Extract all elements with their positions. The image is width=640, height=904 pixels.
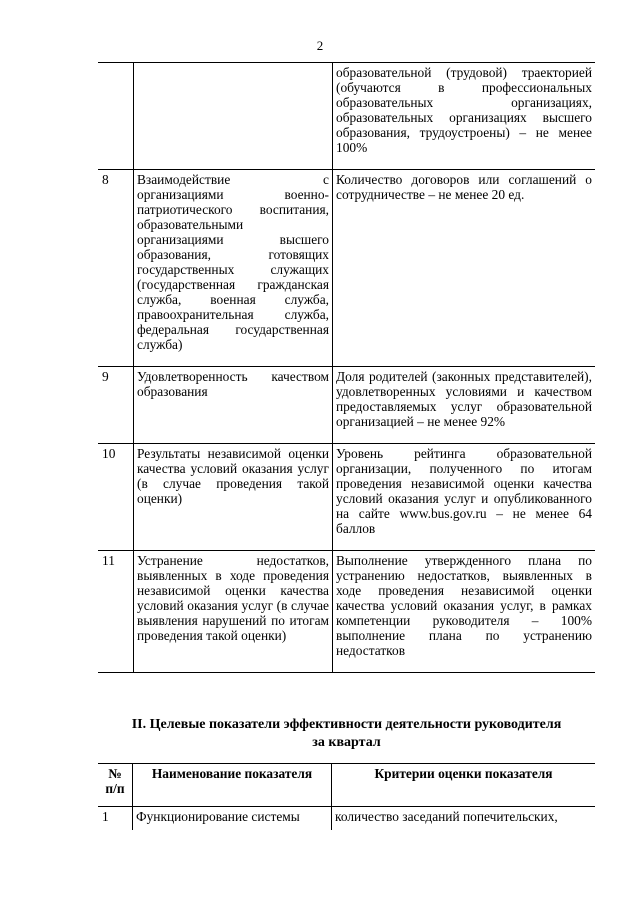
indicator-criteria: образовательной (трудовой) траекторией (обучаются в профессиональных образовательных организациях, образовательных организациях высшего образования, трудоустроены) – не менее 100% bbox=[333, 63, 596, 170]
section-title bbox=[98, 716, 595, 752]
row-number: 11 bbox=[98, 551, 134, 673]
indicator-criteria: Выполнение утвержденного плана по устранению недостатков, выявленных в ходе проведения независимой оценки качества условий оказания услуг, в рамках компетенции руководителя – 100% выполнение плана по устранению недостатков bbox=[333, 551, 596, 673]
header-number: № п/п bbox=[98, 764, 133, 807]
page-number: 2 bbox=[316, 38, 324, 53]
row-number: 8 bbox=[98, 170, 134, 367]
indicator-name: Устранение недостатков, выявленных в ходе проведения независимой оценки качества условий оказания услуг (в случае выявления нарушений по итогам проведения такой оценки) bbox=[134, 551, 333, 673]
indicator-criteria: Доля родителей (законных представителей), удовлетворенных условиями и качеством предоставляемых услуг образовательной организацией – не менее 92% bbox=[333, 367, 596, 444]
table-row bbox=[98, 444, 595, 551]
section-title-line-1: II. Целевые показатели эффективности деятельности руководителя bbox=[131, 717, 562, 732]
indicator-criteria: Уровень рейтинга образовательной организации, полученного по итогам проведения независимой оценки качества условий оказания услуг и опубликованного на сайте www.bus.gov.ru – не менее 64 баллов bbox=[333, 444, 596, 551]
table-row bbox=[98, 63, 595, 170]
row-number: 9 bbox=[98, 367, 134, 444]
indicator-name: Удовлетворенность качеством образования bbox=[134, 367, 333, 444]
row-number bbox=[98, 63, 134, 170]
table-header-row bbox=[98, 764, 595, 807]
quarterly-indicators-table bbox=[98, 763, 595, 830]
indicator-name: Взаимодействие с организациями военно-патриотического воспитания, образовательными организациями высшего образования, готовящих государственных служащих (государственная гражданская служба, военная служба, правоохранительная служба, федеральная государственная служба) bbox=[134, 170, 333, 367]
header-criteria: Критерии оценки показателя bbox=[332, 764, 596, 807]
table-row bbox=[98, 551, 595, 673]
section-title-line-2: за квартал bbox=[312, 735, 381, 750]
row-number: 1 bbox=[98, 807, 133, 831]
indicator-name: Результаты независимой оценки качества условий оказания услуг (в случае проведения такой оценки) bbox=[134, 444, 333, 551]
table-row bbox=[98, 367, 595, 444]
indicators-table-continued bbox=[98, 62, 595, 673]
indicator-criteria: Количество договоров или соглашений о сотрудничестве – не менее 20 ед. bbox=[333, 170, 596, 367]
header-indicator-name: Наименование показателя bbox=[133, 764, 332, 807]
indicator-name bbox=[134, 63, 333, 170]
row-number: 10 bbox=[98, 444, 134, 551]
table-row bbox=[98, 807, 595, 831]
indicator-name: Функционирование системы bbox=[133, 807, 332, 831]
table-row bbox=[98, 170, 595, 367]
indicator-criteria: количество заседаний попечительских, bbox=[332, 807, 596, 831]
